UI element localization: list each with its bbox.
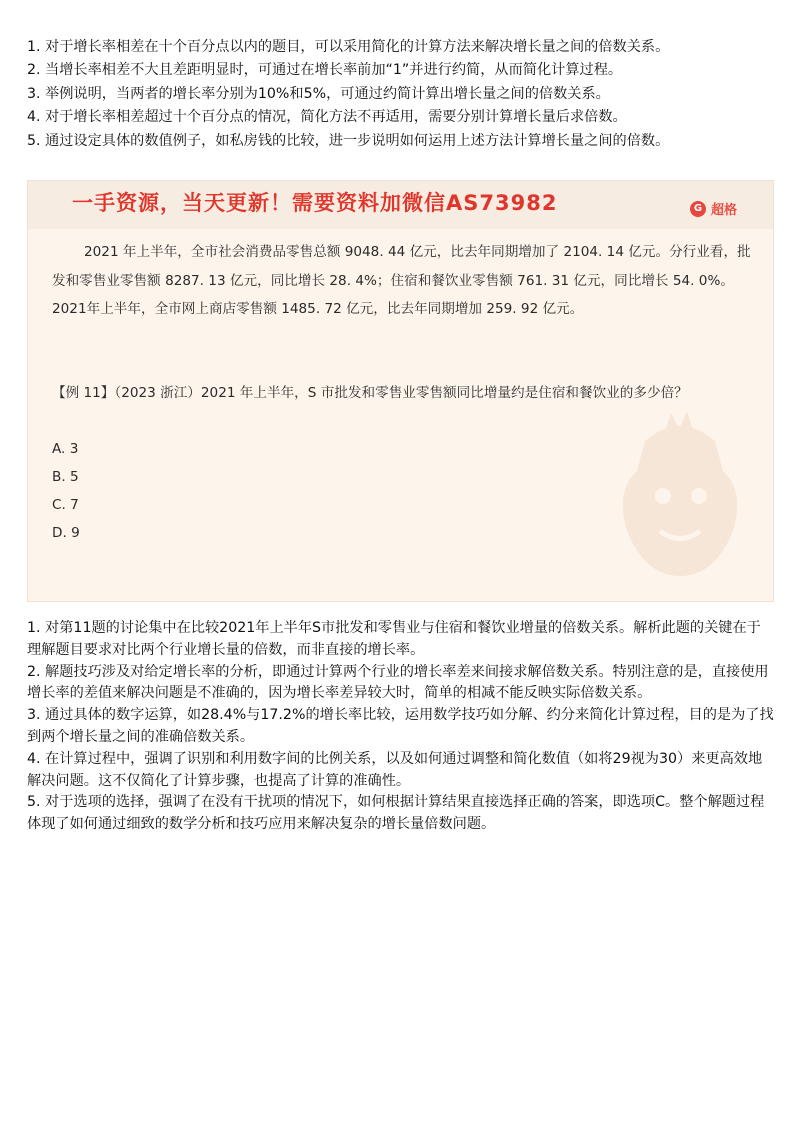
- summary-bottom-item: 2. 解题技巧涉及对给定增长率的分析，即通过计算两个行业的增长率差来间接求解倍数关系。特别注意的是，直接使用增长率的差值来解决问题是不准确的，因为增长率差异较大时，简单的相减不能反映实际倍数关系。: [27, 663, 769, 702]
- summary-top-item: 5. 通过设定具体的数值例子，如私房钱的比较，进一步说明如何运用上述方法计算增长量之间的倍数。: [27, 132, 670, 149]
- promo-banner-text: 一手资源，当天更新！需要资料加微信AS73982: [72, 191, 558, 215]
- brand: [690, 199, 737, 218]
- option-a: A. 3: [52, 441, 79, 457]
- option-c: C. 7: [52, 497, 79, 513]
- summary-bottom-list: [27, 618, 775, 836]
- summary-bottom-item: 1. 对第11题的讨论集中在比较2021年上半年S市批发和零售业与住宿和餐饮业增量的倍数关系。解析此题的关键在于理解题目要求对比两个行业增长量的倍数，而非直接的增长率。: [27, 620, 761, 658]
- summary-bottom-item: 3. 通过具体的数字运算，如28.4%与17.2%的增长率比较，运用数学技巧如分解、约分来简化计算过程，目的是为了找到两个增长量之间的准确倍数关系。: [27, 707, 774, 745]
- question-text: 【例 11】（2023 浙江）2021 年上半年，S 市批发和零售业零售额同比增量约是住宿和餐饮业的多少倍？: [52, 385, 688, 401]
- option-d: D. 9: [52, 525, 80, 541]
- question-panel: [27, 180, 774, 602]
- brand-name: 超格: [710, 203, 737, 218]
- promo-banner: [28, 181, 773, 229]
- summary-top-list: [27, 36, 787, 153]
- summary-bottom-item: 5. 对于选项的选择，强调了在没有干扰项的情况下，如何根据计算结果直接选择正确的答案，即选项C。整个解题过程体现了如何通过细致的数学分析和技巧应用来解决复杂的增长量倍数问题。: [27, 794, 765, 833]
- summary-top-item: 4. 对于增长率相差超过十个百分点的情况，简化方法不再适用，需要分别计算增长量后求倍数。: [27, 109, 627, 126]
- summary-top-item: 1. 对于增长率相差在十个百分点以内的题目，可以采用简化的计算方法来解决增长量之间的倍数关系。: [27, 39, 670, 55]
- summary-bottom-item: 4. 在计算过程中，强调了识别和利用数字间的比例关系，以及如何通过调整和简化数值（如将29视为30）来更高效地解决问题。这不仅简化了计算步骤，也提高了计算的准确性。: [27, 750, 763, 789]
- summary-top-item: 2. 当增长率相差不大且差距明显时，可通过在增长率前加“1”并进行约简，从而简化计算过程。: [27, 62, 623, 79]
- brand-logo-icon: G: [690, 201, 706, 217]
- data-passage: 2021 年上半年，全市社会消费品零售总额 9048. 44 亿元，比去年同期增加了 2104. 14 亿元。分行业看，批发和零售业零售额 8287. 13 亿元，同比增长 28. 4%；住宿和餐饮业零售额 761. 31 亿元，同比增长 54. 0%。2021年上半年，全市网上商店零售额 1485. 72 亿元，比去年同期增加 259. 92 亿元。: [52, 244, 751, 317]
- option-b: B. 5: [52, 469, 79, 485]
- mascot-watermark-icon: [605, 411, 755, 591]
- summary-top-item: 3. 举例说明，当两者的增长率分别为10%和5%，可通过约简计算出增长量之间的倍数关系。: [27, 85, 610, 102]
- answer-options: [52, 435, 80, 547]
